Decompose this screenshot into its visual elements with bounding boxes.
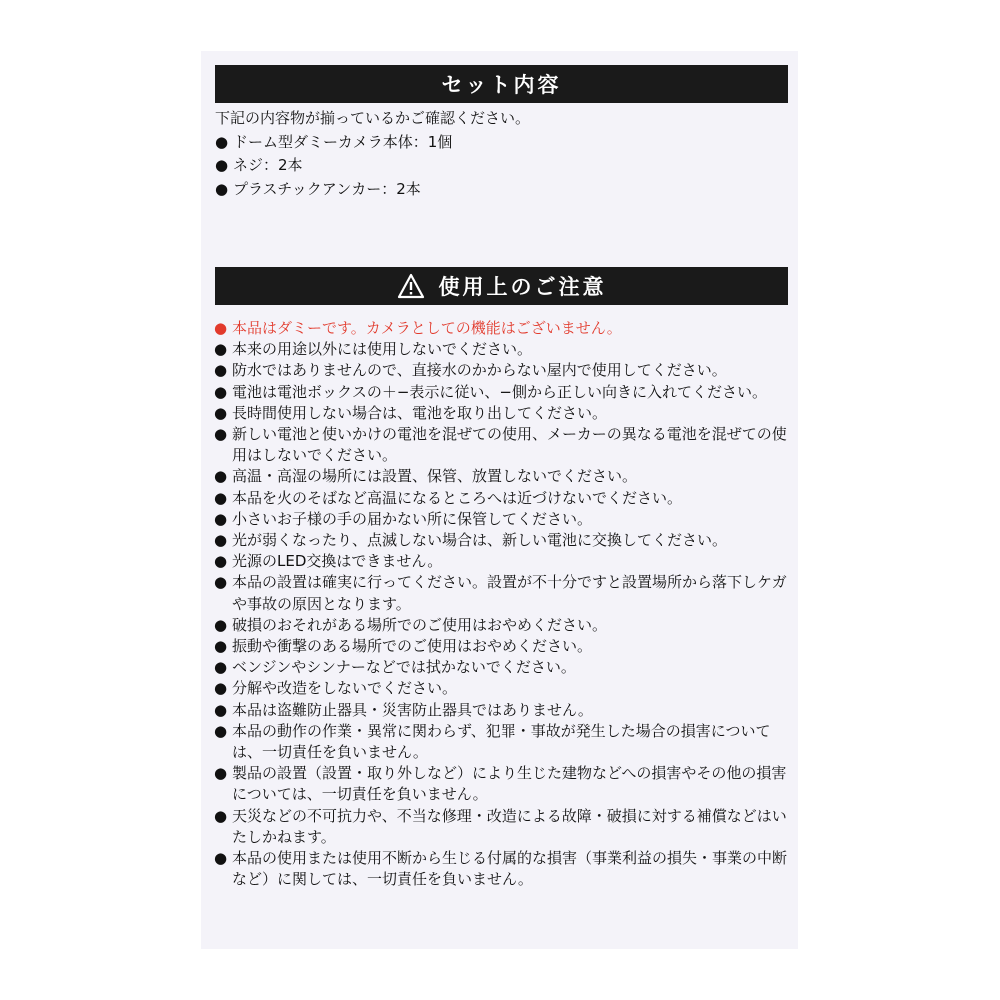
list-item-text: 本品の使用または使用不断から生じる付属的な損害（事業利益の損失・事業の中断など）に関しては、一切責任を負いません。 — [232, 849, 788, 889]
list-item-text: ベンジンやシンナーなどでは拭かないでください。 — [232, 658, 576, 677]
list-item-text: ネジ：2本 — [233, 156, 303, 174]
bullet-icon: ● — [214, 552, 228, 571]
list-item — [214, 403, 788, 424]
bullet-icon: ● — [214, 637, 228, 656]
set-contents-header — [215, 65, 788, 103]
bullet-icon: ● — [214, 849, 228, 868]
list-item — [214, 721, 788, 763]
list-item-text: 天災などの不可抗力や、不当な修理・改造による故障・破損に対する補償などはいたしかねます。 — [232, 806, 787, 846]
bullet-icon: ● — [214, 467, 228, 486]
list-item-text: 本来の用途以外には使用しないでください。 — [232, 340, 533, 359]
list-item-text: 本品の設置は確実に行ってください。設置が不十分ですと設置場所から落下しケガや事故の原因となります。 — [232, 573, 787, 613]
list-item — [215, 154, 790, 178]
list-item — [214, 657, 788, 678]
bullet-icon: ● — [214, 531, 228, 550]
list-item — [215, 178, 790, 202]
list-item — [214, 360, 788, 381]
caution-list — [214, 318, 788, 890]
list-item — [214, 763, 788, 805]
bullet-icon: ● — [215, 179, 229, 198]
bullet-icon: ● — [214, 425, 228, 444]
list-item — [214, 551, 788, 572]
dummy-notice-text: 本品はダミーです。カメラとしての機能はございません。 — [232, 319, 622, 337]
list-item-text: 本品は盗難防止器具・災害防止器具ではありません。 — [232, 700, 593, 719]
list-item — [214, 678, 788, 699]
bullet-icon: ● — [214, 340, 228, 359]
list-item-text: 破損のおそれがある場所でのご使用はおやめください。 — [232, 615, 608, 634]
bullet-icon: ● — [214, 658, 228, 677]
bullet-icon: ● — [214, 679, 228, 698]
list-item-text: 防水ではありませんので、直接水のかからない屋内で使用してください。 — [232, 361, 727, 380]
bullet-icon: ● — [214, 488, 228, 507]
bullet-icon: ● — [215, 132, 229, 151]
bullet-icon: ● — [215, 156, 229, 174]
list-item-text: 高温・高湿の場所には設置、保管、放置しないでください。 — [232, 467, 638, 486]
list-item-text: 振動や衝撃のある場所でのご使用はおやめください。 — [232, 637, 593, 656]
list-item — [214, 700, 788, 721]
set-contents-title: セット内容 — [441, 73, 562, 97]
bullet-icon: ● — [214, 509, 228, 528]
list-item-text: 光源のLED交換はできません。 — [232, 552, 443, 571]
bullet-icon: ● — [214, 403, 228, 422]
dummy-notice — [214, 318, 788, 339]
bullet-icon: ● — [214, 721, 228, 740]
list-item — [214, 424, 788, 466]
list-item-text: 本品の動作の作業・異常に関わらず、犯罪・事故が発生した場合の損害については、一切責任を負いません。 — [232, 721, 771, 762]
list-item-text: 光が弱くなったり、点滅しない場合は、新しい電池に交換してください。 — [232, 531, 728, 550]
list-item-text: 分解や改造をしないでください。 — [232, 679, 458, 698]
list-item-text: 本品を火のそばなど高温になるところへは近づけないでください。 — [232, 488, 683, 507]
list-item-text: プラスチックアンカー：2本 — [233, 179, 421, 198]
warning-triangle-icon — [397, 273, 425, 299]
bullet-icon: ● — [214, 806, 228, 825]
list-item — [215, 131, 790, 155]
list-item-text: 長時間使用しない場合は、電池を取り出してください。 — [232, 403, 608, 422]
caution-title: 使用上のご注意 — [438, 275, 607, 299]
list-item-text: 電池は電池ボックスの＋−表示に従い、−側から正しい向きに入れてください。 — [232, 382, 767, 401]
list-item — [214, 509, 788, 530]
list-item — [214, 488, 788, 509]
bullet-icon: ● — [214, 382, 228, 401]
list-item — [214, 848, 788, 890]
list-item-text: 小さいお子様の手の届かない所に保管してください。 — [232, 509, 593, 528]
list-item-text: 製品の設置（設置・取り外しなど）により生じた建物などへの損害やその他の損害については、一切責任を負いません。 — [232, 764, 787, 804]
bullet-icon: ● — [214, 615, 228, 634]
list-item — [214, 466, 788, 487]
list-item — [214, 636, 788, 657]
instruction-card — [201, 51, 798, 949]
bullet-icon: ● — [214, 319, 228, 337]
list-item — [214, 572, 788, 614]
set-contents-list — [215, 107, 790, 201]
list-item — [214, 806, 788, 848]
list-item — [214, 382, 788, 403]
list-item — [214, 530, 788, 551]
list-item-text: ドーム型ダミーカメラ本体：1個 — [233, 132, 453, 151]
bullet-icon: ● — [214, 700, 228, 719]
caution-header — [215, 267, 788, 305]
set-contents-intro: 下記の内容物が揃っているかご確認ください。 — [215, 109, 531, 127]
list-item — [214, 339, 788, 360]
list-item — [214, 615, 788, 636]
bullet-icon: ● — [214, 361, 228, 380]
list-item-text: 新しい電池と使いかけの電池を混ぜての使用、メーカーの異なる電池を混ぜての使用はしないでください。 — [232, 425, 787, 465]
bullet-icon: ● — [214, 764, 228, 783]
bullet-icon: ● — [214, 573, 228, 592]
